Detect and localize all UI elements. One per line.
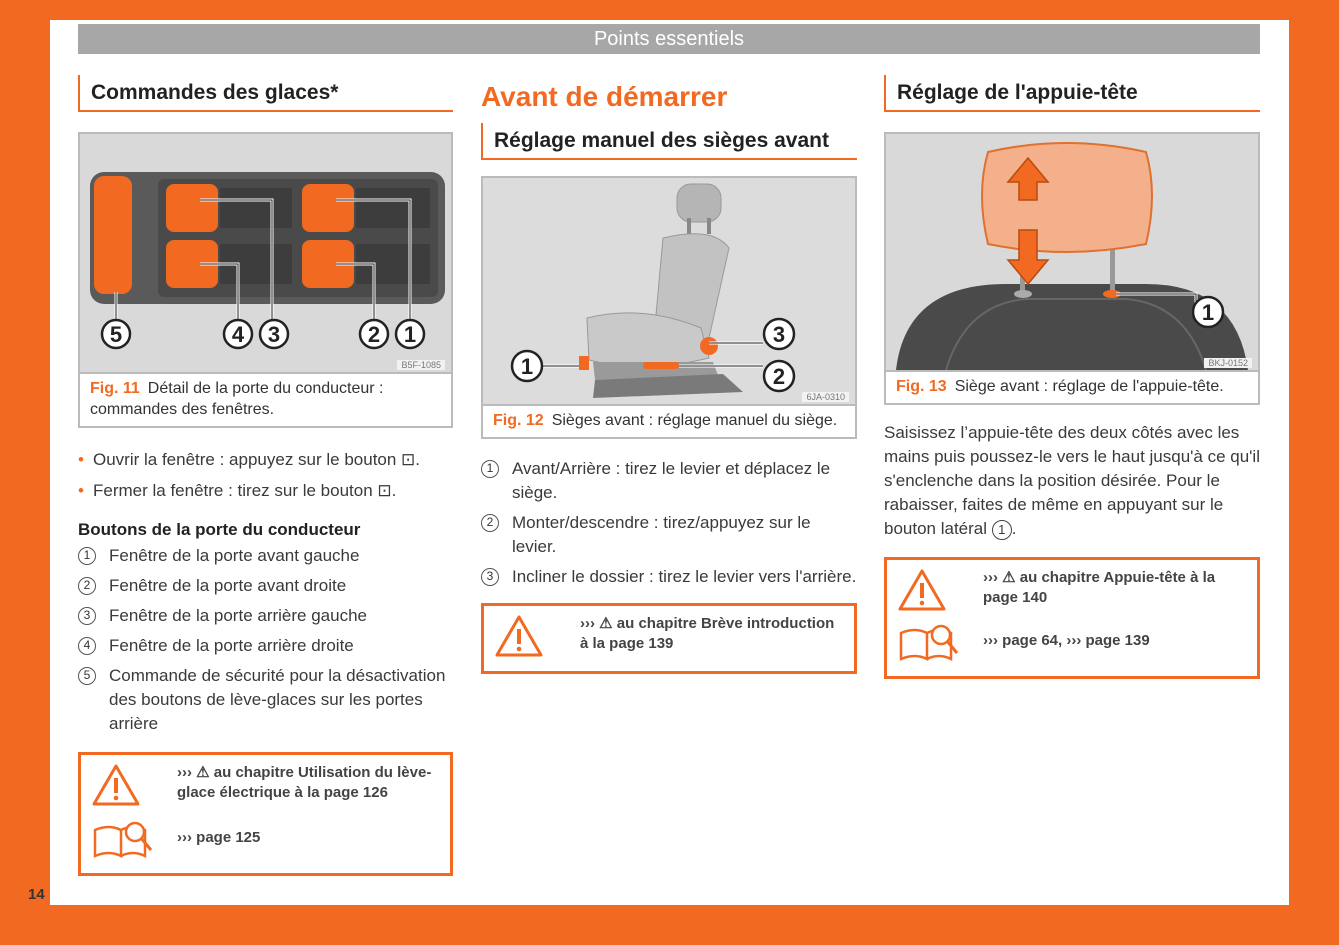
section-header: Points essentiels [78, 24, 1260, 54]
callout-1: 1 [520, 354, 534, 379]
book-magnifier-icon [91, 820, 161, 865]
list-item-text: Commande de sécurité pour la désactivation des boutons de lève-glaces sur les portes arrière [109, 666, 446, 733]
seat-illustration [483, 178, 855, 406]
chapter-title: Avant de démarrer [481, 81, 728, 112]
headrest-instructions: Saisissez l’appuie-tête des deux côtés avec les mains puis poussez-le vers le haut jusqu'à ce qu'il s'enclenche dans la position désirée. Pour le rabaisser, faites de même en appuyant sur le bouton latéral 1 . [884, 423, 1260, 538]
warning-triangle-icon [91, 763, 161, 812]
warning-link[interactable]: ››› ⚠ au chapitre Utilisation du lève-glace électrique à la page 126 [177, 764, 432, 801]
figure-ref: 6JA-0310 [802, 392, 849, 402]
list-item [78, 634, 453, 658]
list-item [78, 544, 453, 568]
heading-headrest: Réglage de l'appuie-tête [884, 75, 1260, 112]
figure-caption-text: Siège avant : réglage de l'appuie-tête. [954, 378, 1224, 395]
figure-number: Fig. 12 [493, 412, 544, 429]
callout-1: 1 [403, 322, 417, 347]
book-magnifier-icon [897, 623, 967, 668]
figure-13 [884, 132, 1260, 405]
figure-ref: B5F-1085 [397, 360, 445, 370]
figure-number: Fig. 13 [896, 378, 947, 395]
list-item-text: Fenêtre de la porte arrière gauche [109, 606, 367, 625]
headrest-drawing [886, 134, 1258, 370]
page-link[interactable]: ››› page 125 [177, 829, 261, 846]
bullet-close-window: • Fermer la fenêtre : tirez sur le bouton ⊡. [78, 475, 453, 506]
number-badge: 3 [481, 568, 499, 586]
figure-number: Fig. 11 [90, 380, 140, 397]
list-item-text: Avant/Arrière : tirez le levier et déplacez le siège. [512, 459, 831, 502]
figure-11 [78, 132, 453, 428]
list-item [78, 574, 453, 598]
list-item-text: Fenêtre de la porte avant gauche [109, 546, 360, 565]
figure-ref: BKJ-0152 [1204, 358, 1252, 368]
callout-3: 3 [772, 322, 786, 347]
number-badge: 3 [78, 607, 96, 625]
page-link[interactable]: ››› page 64, ››› page 139 [983, 632, 1150, 649]
inline-callout: 1 [992, 520, 1012, 540]
numbered-list [481, 457, 857, 589]
figure-caption [80, 374, 451, 426]
switch-3 [166, 184, 218, 232]
column-before-starting [481, 75, 857, 674]
list-item-text: Monter/descendre : tirez/appuyez sur le levier. [512, 513, 811, 556]
callout-2: 2 [367, 322, 381, 347]
figure-caption [886, 372, 1258, 403]
headrest-illustration [886, 134, 1258, 372]
seat-drawing [483, 178, 855, 404]
warning-triangle-icon [897, 568, 967, 617]
manual-page [50, 20, 1289, 905]
bullet-open-window: • Ouvrir la fenêtre : appuyez sur le bouton ⊡. [78, 444, 453, 475]
warning-triangle-icon [494, 614, 564, 663]
warning-box [481, 603, 857, 674]
column-headrest [884, 75, 1260, 679]
warning-box [884, 557, 1260, 679]
number-badge: 4 [78, 637, 96, 655]
callout-1: 1 [1201, 300, 1215, 325]
switch-1 [302, 184, 354, 232]
callout-2: 2 [772, 364, 786, 389]
number-badge: 1 [481, 460, 499, 478]
number-badge: 2 [481, 514, 499, 532]
list-item-text: Incliner le dossier : tirez le levier vers l'arrière. [512, 567, 857, 586]
column-window-controls [78, 75, 453, 876]
list-item [481, 511, 857, 559]
warning-link[interactable]: ››› ⚠ au chapitre Appuie-tête à la page 140 [983, 569, 1216, 606]
paragraph-text: Saisissez l’appuie-tête des deux côtés avec les mains puis poussez-le vers le haut jusqu'à ce qu'il s'enclenche dans la position désirée. Pour le rabaisser, faites de même en appuyant sur le bouton latéral [884, 423, 1260, 538]
callout-4: 4 [231, 322, 245, 347]
list-item [78, 604, 453, 628]
list-item [481, 565, 857, 589]
bullet-list [78, 444, 453, 506]
list-item-text: Fenêtre de la porte arrière droite [109, 636, 354, 655]
heading-manual-seat: Réglage manuel des sièges avant [481, 123, 857, 160]
heading-window-controls: Commandes des glaces* [78, 75, 453, 112]
numbered-list [78, 544, 453, 736]
subheading-driver-door: Boutons de la porte du conducteur [78, 520, 361, 539]
list-item [78, 664, 453, 736]
page-number: 14 [28, 886, 45, 903]
number-badge: 5 [78, 667, 96, 685]
window-switch-illustration [80, 134, 451, 374]
figure-caption-text: Détail de la porte du conducteur : commandes des fenêtres. [90, 380, 384, 418]
callout-5: 5 [109, 322, 123, 347]
figure-12 [481, 176, 857, 439]
window-switch-drawing [80, 134, 451, 372]
figure-caption-text: Sièges avant : réglage manuel du siège. [551, 412, 838, 429]
list-item-text: Fenêtre de la porte avant droite [109, 576, 347, 595]
callout-3: 3 [267, 322, 281, 347]
list-item [481, 457, 857, 505]
figure-caption [483, 406, 855, 437]
number-badge: 2 [78, 577, 96, 595]
number-badge: 1 [78, 547, 96, 565]
switch-5 [94, 176, 132, 294]
warning-box [78, 752, 453, 876]
warning-link[interactable]: ››› ⚠ au chapitre Brève introduction à la page 139 [580, 615, 835, 652]
